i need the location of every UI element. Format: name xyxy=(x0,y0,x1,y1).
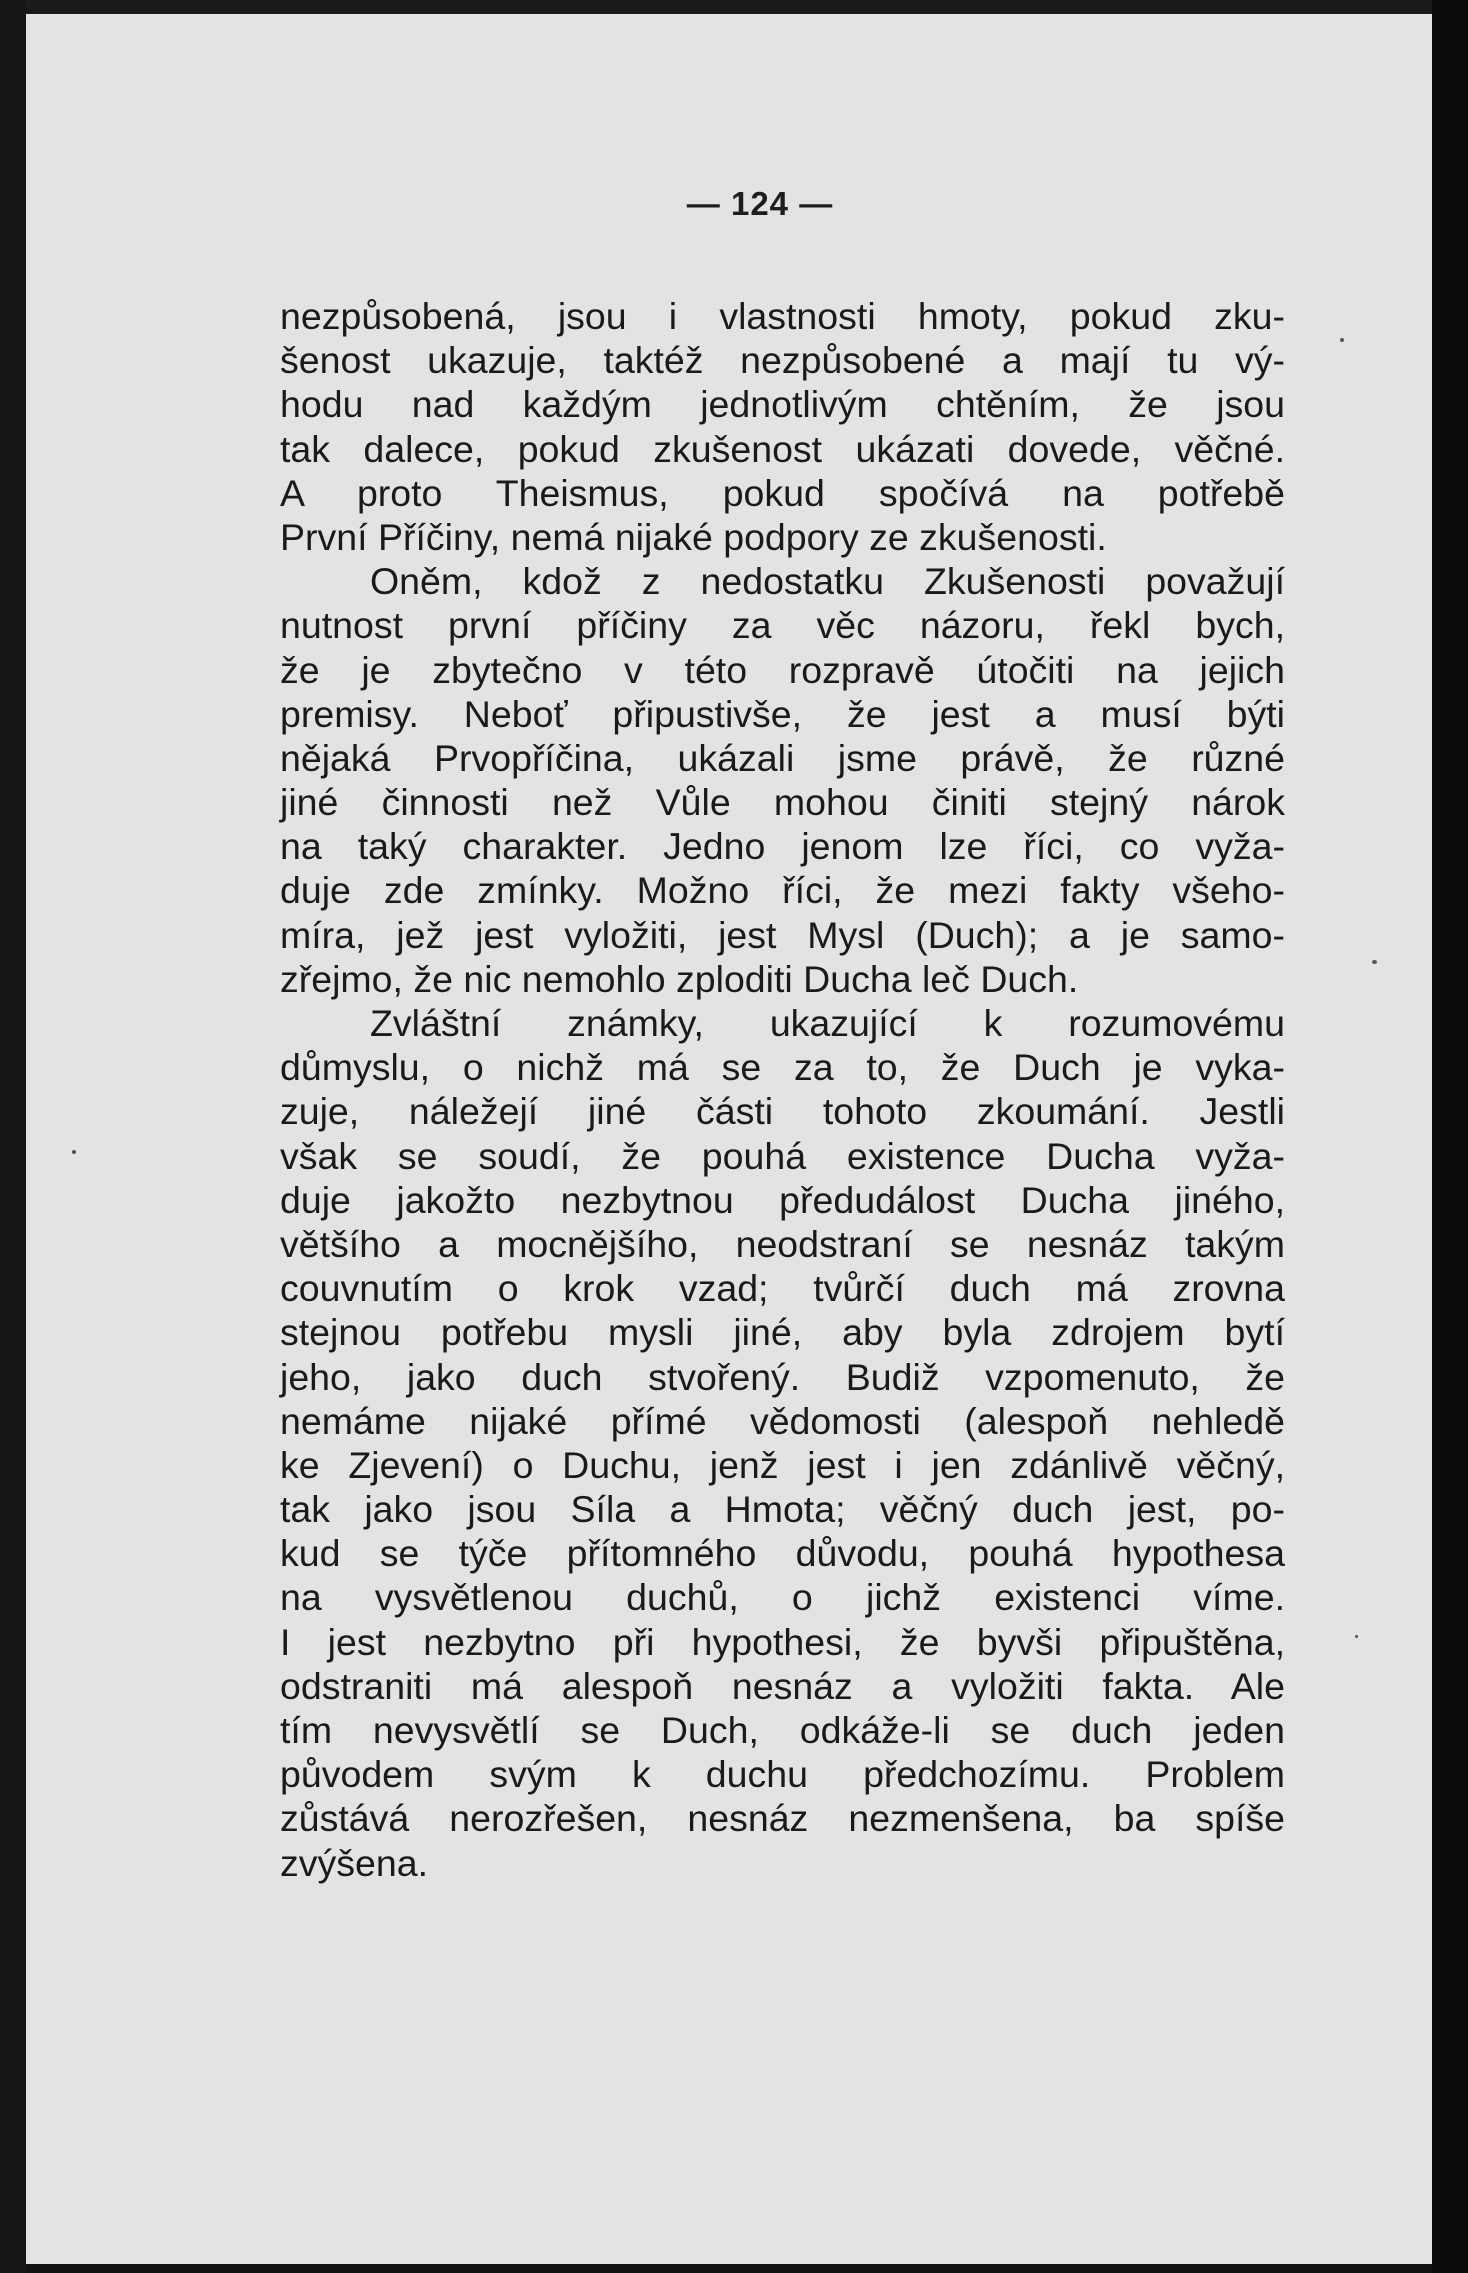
print-speck xyxy=(1355,1635,1358,1638)
text-line: nemáme nijaké přímé vědomosti (alespoň nehledě xyxy=(280,1399,1285,1442)
text-line: původem svým k duchu předchozímu. Problem xyxy=(280,1753,1285,1796)
text-line: tím nevysvětlí se Duch, odkáže-li se duch jeden xyxy=(280,1709,1285,1751)
text-line: nutnost první příčiny za věc názoru, řekl bych, xyxy=(280,604,1285,647)
text-line: důmyslu, o nichž má se za to, že Duch je vyka- xyxy=(280,1046,1285,1089)
text-line: míra, jež jest vyložiti, jest Mysl (Duch); a je samo- xyxy=(280,913,1285,956)
text-line: premisy. Neboť připustivše, že jest a musí býti xyxy=(280,692,1285,735)
text-line: zůstává nerozřešen, nesnáz nezmenšena, ba spíše xyxy=(280,1797,1285,1840)
scan-top-edge xyxy=(0,0,1468,14)
print-speck xyxy=(1372,960,1377,964)
text-line: na taký charakter. Jedno jenom lze říci, co vyža- xyxy=(280,825,1285,868)
text-line: První Příčiny, nemá nijaké podpory ze zkušenosti. xyxy=(280,515,1107,558)
text-line: šenost ukazuje, taktéž nezpůsobené a mají tu vý- xyxy=(280,339,1285,382)
print-speck xyxy=(1340,338,1344,342)
text-line: většího a mocnějšího, neodstraní se nesnáz takým xyxy=(280,1222,1285,1265)
text-line: stejnou potřebu mysli jiné, aby byla zdrojem bytí xyxy=(280,1311,1285,1354)
text-line: jiné činnosti než Vůle mohou činiti stejný nárok xyxy=(280,781,1285,824)
text-line: couvnutím o krok vzad; tvůrčí duch má zrovna xyxy=(280,1267,1285,1310)
text-line: tak dalece, pokud zkušenost ukázati dovede, věčné. xyxy=(280,427,1285,470)
text-line: A proto Theismus, pokud spočívá na potřebě xyxy=(280,471,1285,514)
scan-right-edge xyxy=(1432,0,1468,2273)
text-line: zvýšena. xyxy=(280,1841,428,1884)
text-line: ke Zjevení) o Duchu, jenž jest i jen zdánlivě věčný, xyxy=(280,1443,1285,1486)
text-line: Oněm, kdož z nedostatku Zkušenosti považují xyxy=(370,560,1285,603)
text-line: odstraniti má alespoň nesnáz a vyložiti fakta. Ale xyxy=(280,1664,1285,1707)
text-line: nějaká Prvopříčina, ukázali jsme právě, že různé xyxy=(280,736,1285,779)
page-number: — 124 — xyxy=(686,185,834,222)
text-line: tak jako jsou Síla a Hmota; věčný duch jest, po- xyxy=(280,1488,1285,1531)
text-line: Zvláštní známky, ukazující k rozumovému xyxy=(370,1002,1285,1044)
text-line: že je zbytečno v této rozpravě útočiti na jejich xyxy=(280,648,1285,691)
text-line: na vysvětlenou duchů, o jichž existenci víme. xyxy=(280,1576,1285,1619)
text-line: hodu nad každým jednotlivým chtěním, že jsou xyxy=(280,383,1285,426)
text-line: duje zde zmínky. Možno říci, že mezi fakty všeho- xyxy=(280,869,1285,912)
text-line: I jest nezbytno při hypothesi, že byvši připuštěna, xyxy=(280,1620,1285,1663)
text-line: duje jakožto nezbytnou předudálost Ducha jiného, xyxy=(280,1178,1285,1221)
text-line: zuje, náležejí jiné části tohoto zkoumání. Jestli xyxy=(280,1090,1285,1133)
body-text xyxy=(280,294,1285,1885)
text-line: kud se týče přítomného důvodu, pouhá hypothesa xyxy=(280,1532,1285,1575)
scan-left-edge xyxy=(0,0,26,2273)
print-speck xyxy=(72,1150,76,1154)
text-line: jeho, jako duch stvořený. Budiž vzpomenuto, že xyxy=(280,1355,1285,1398)
text-line: nezpůsobená, jsou i vlastnosti hmoty, pokud zku- xyxy=(280,295,1285,337)
text-line: však se soudí, že pouhá existence Ducha vyža- xyxy=(280,1134,1285,1177)
text-line: zřejmo, že nic nemohlo zploditi Ducha leč Duch. xyxy=(280,957,1079,1000)
